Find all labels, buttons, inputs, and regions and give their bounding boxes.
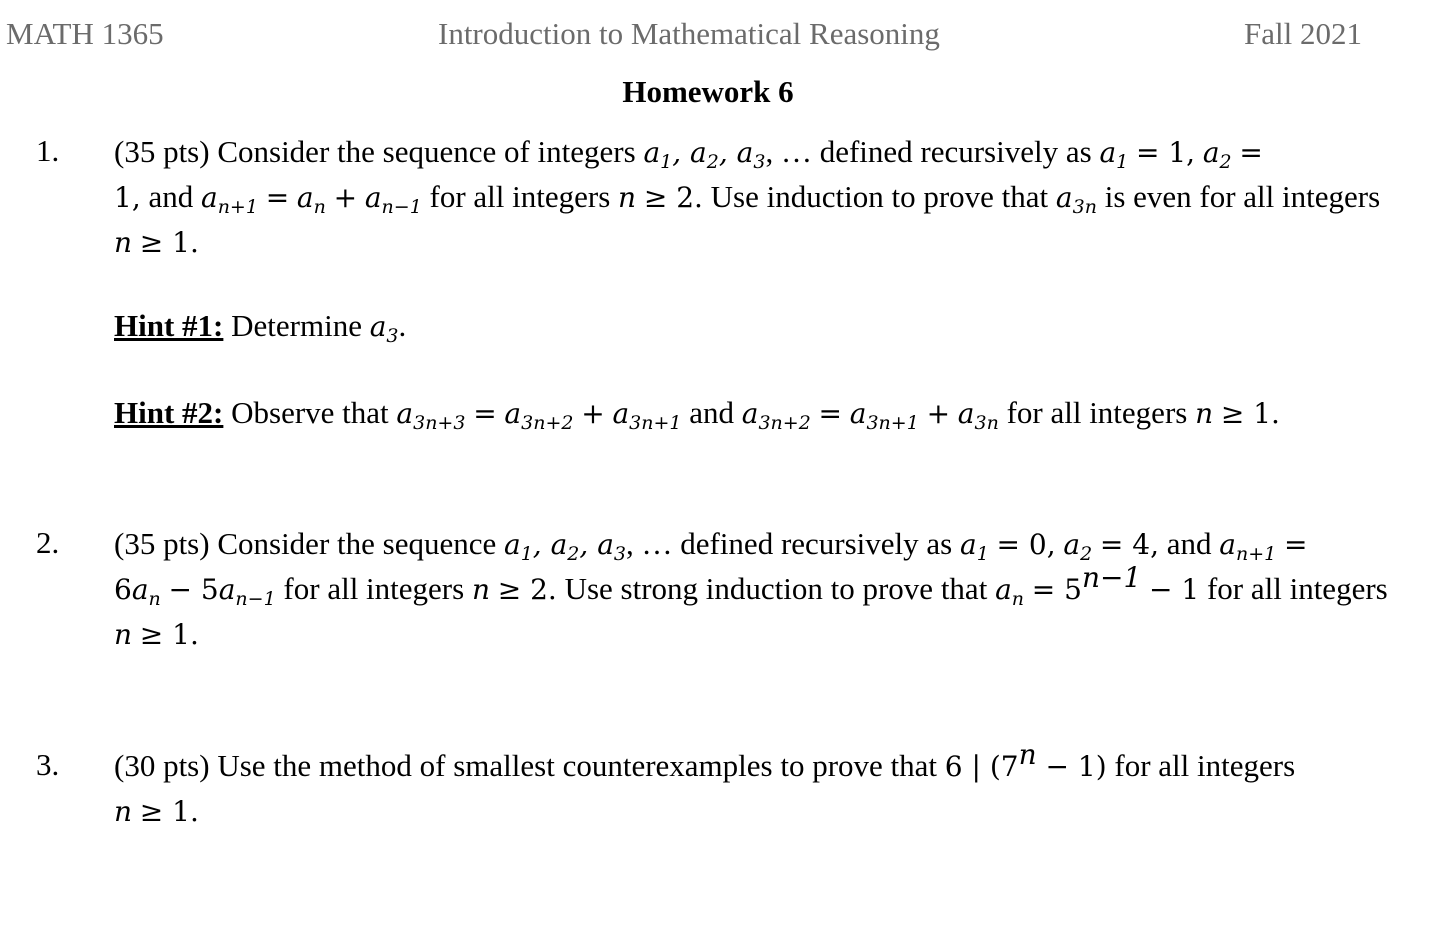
problem-1-points: (35 pts)	[114, 134, 210, 169]
problem-1-text-a: Consider the sequence of integers	[217, 134, 636, 169]
problem-1-text: (35 pts) Consider the sequence of integers $a_1$, $a_2$, $a_3$, … defined recursively as $a_1 = 1$, $a_2$ = 1, and $a_{n+1} = a_n + a_{n-1}$ for all integers n ≥ 2. Use induction to prove that $a_{3n}$ is even for all integers n ≥ 1.	[114, 134, 1381, 259]
problem-3-text-a: Use the method of smallest counterexamples to prove that	[217, 748, 938, 783]
problem-1-text-c: and	[148, 179, 194, 214]
problem-2-text: (35 pts) Consider the sequence $a_1$, $a_2$, $a_3$, … defined recursively as $a_1 = 0$, $a_2 = 4$, and $a_{n+1}$ = $6a_n - 5a_{n-1}$ for all integers n ≥ 2. Use strong induction to prove that $a_n = 5^{n-1} - 1$ for all integers n ≥ 1.	[114, 526, 1388, 651]
hint-2-mid: and	[689, 395, 734, 430]
problem-2-points: (35 pts)	[114, 526, 210, 561]
problem-3-number: 3.	[36, 747, 60, 782]
hint-1-text: Determine	[231, 308, 362, 343]
problem-1-hint-1: Hint #1: Determine $a_3$.	[114, 308, 407, 347]
problem-1-text-b: defined recursively as	[819, 134, 1092, 169]
problem-1-text-f: is even for all integers	[1104, 179, 1381, 214]
hint-2-text: Observe that	[231, 395, 389, 430]
problem-2-text-e: Use strong induction to prove that	[564, 571, 988, 606]
problem-1-number: 1.	[36, 133, 60, 168]
problem-1-text-e: Use induction to prove that	[710, 179, 1049, 214]
problem-2-text-a: Consider the sequence	[217, 526, 497, 561]
course-number: MATH 1365	[6, 16, 164, 51]
problem-3-points: (30 pts)	[114, 748, 210, 783]
problem-2-text-d: for all integers	[283, 571, 465, 606]
hint-1-label: Hint #1:	[114, 308, 224, 343]
problem-2-text-b: defined recursively as	[680, 526, 953, 561]
problem-2-text-f: for all integers	[1206, 571, 1388, 606]
problem-3-text: (30 pts) Use the method of smallest counterexamples to prove that 6 | $(7^n - 1)$ for all integers n ≥ 1.	[114, 738, 1296, 828]
page-title: Homework 6	[622, 74, 794, 109]
term: Fall 2021	[1244, 16, 1362, 51]
problem-3-text-b: for all integers	[1114, 748, 1296, 783]
course-title: Introduction to Mathematical Reasoning	[438, 16, 940, 51]
problem-1-hint-2: Hint #2: Observe that $a_{3n+3} = a_{3n+2} + a_{3n+1}$ and $a_{3n+2} = a_{3n+1} + a_{3n}$ for all integers n ≥ 1.	[114, 395, 1280, 434]
problem-2-text-c: and	[1166, 526, 1212, 561]
problem-1-text-d: for all integers	[429, 179, 611, 214]
hint-2-label: Hint #2:	[114, 395, 224, 430]
problem-2-number: 2.	[36, 525, 60, 560]
hint-2-end: for all integers	[1006, 395, 1188, 430]
